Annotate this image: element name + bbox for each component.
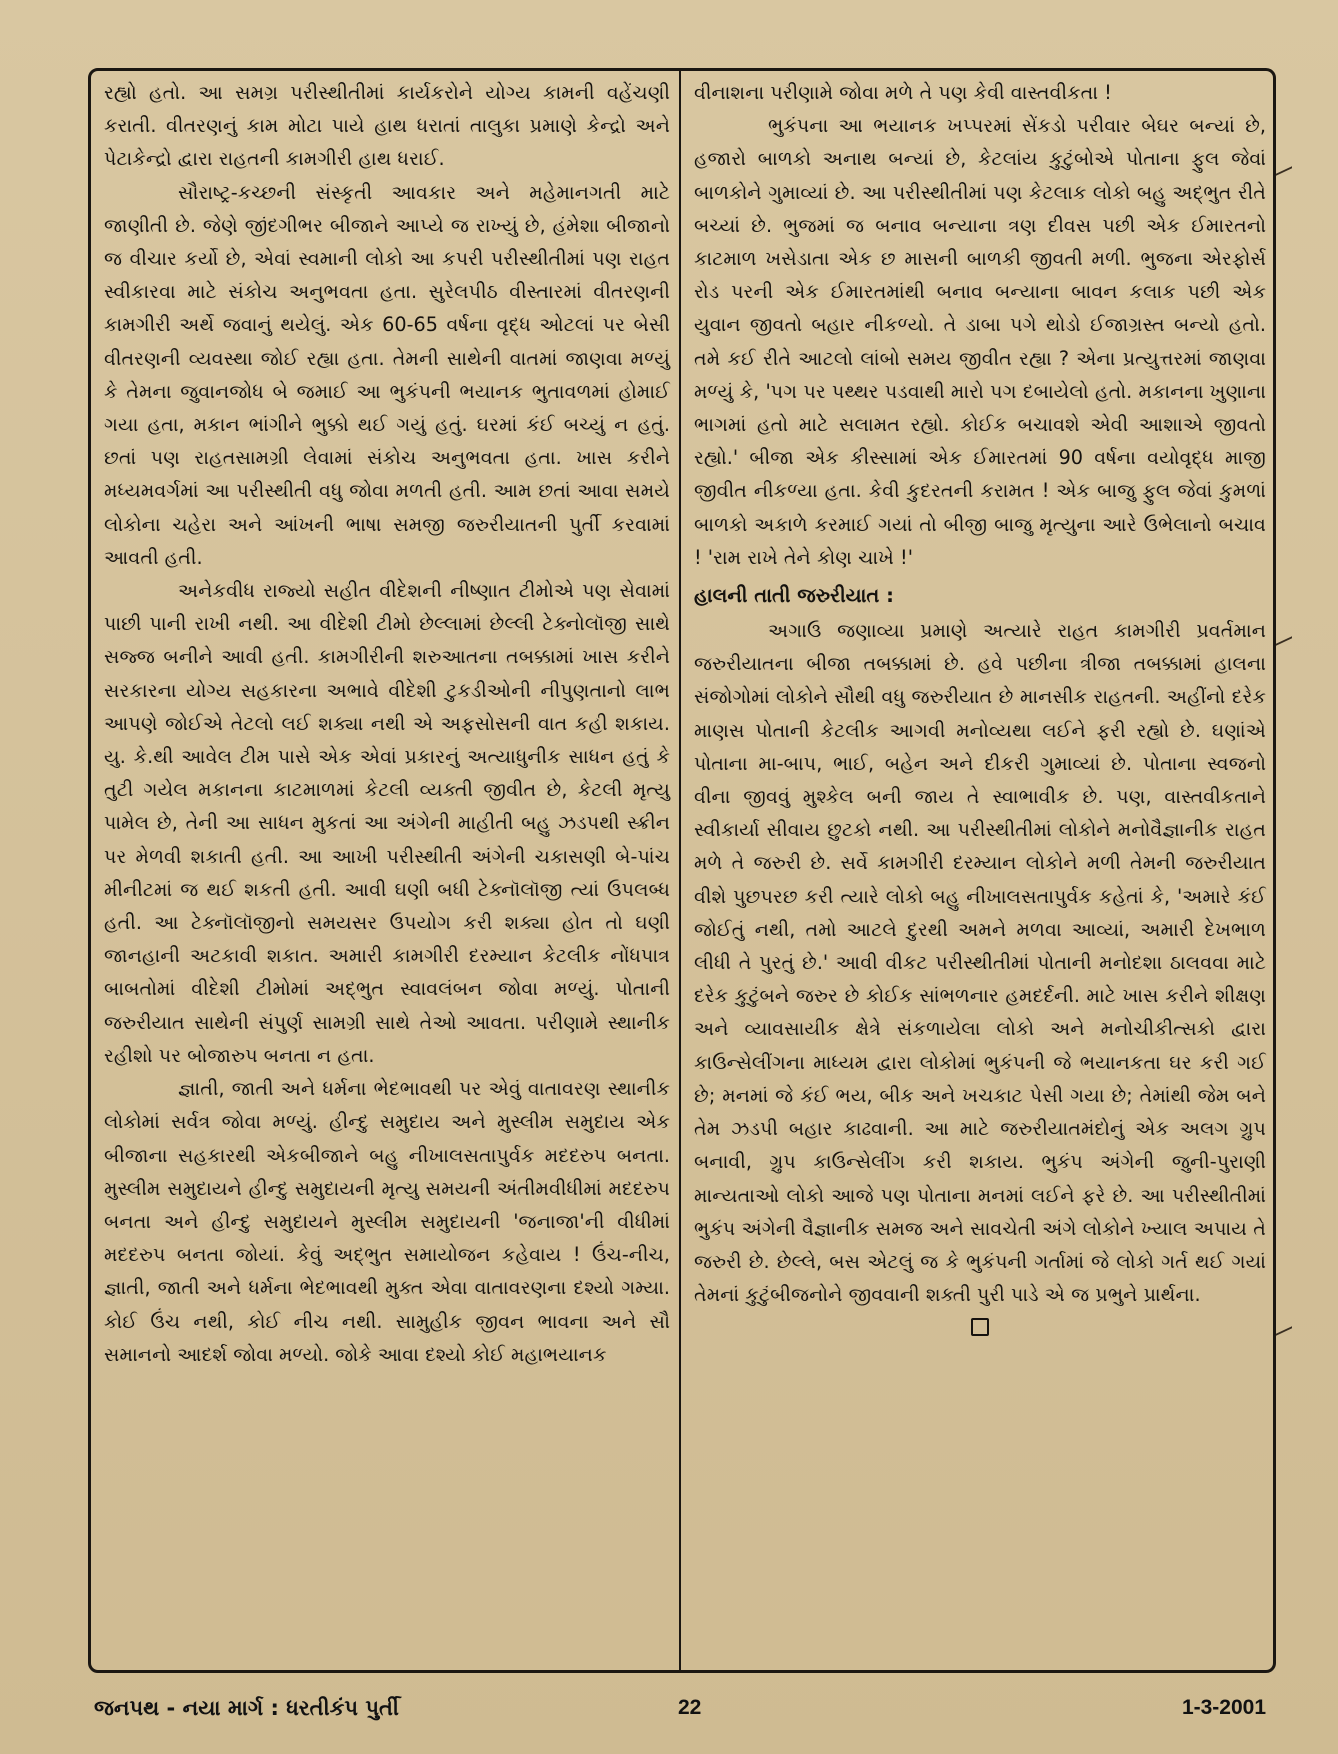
paragraph: અગાઉ જણાવ્યા પ્રમાણે અત્યારે રાહત કામગીરી પ્રવર્તમાન જરુરીયાતના બીજા તબક્કામાં છે. હવે પછીના ત્રીજા તબક્કામાં હાલના સંજોગોમાં લોકોને સૌથી વધુ જરુરીયાત છે માનસીક રાહતની. અહીંનો દરેક માણસ પોતાની કેટલીક આગવી મનોવ્યથા લઈને ફરી રહ્યો છે. ઘણાંએ પોતાના મા-બાપ, ભાઈ, બહેન અને દીકરી ગુમાવ્યાં છે. પોતાના સ્વજનો વીના જીવવું મુશ્કેલ બની જાય તે સ્વાભાવીક છે. પણ, વાસ્તવીકતાને સ્વીકાર્યા સીવાય છુટકો નથી. આ પરીસ્થીતીમાં લોકોને મનોવૈજ્ઞાનીક રાહત મળે તે જરુરી છે. સર્વે કામગીરી દરમ્યાન લોકોને મળી તેમની જરુરીયાત વીશે પુછપરછ કરી ત્યારે લોકો બહુ નીખાલસતાપુર્વક કહેતાં કે, 'અમારે કંઈ જોઈતું નથી, તમો આટલે દુરથી અમને મળવા આવ્યાં, અમારી દેખભાળ લીધી તે પુરતું છે.' આવી વીકટ પરીસ્થીતીમાં પોતાની મનોદશા ઠાલવવા માટે દરેક કુટુંબને જરુર છે કોઈક સાંભળનાર હમદર્દની. માટે ખાસ કરીને શીક્ષણ અને વ્યાવસાયીક ક્ષેત્રે સંકળાયેલા લોકો અને મનોચીકીત્સકો દ્વારા કાઉન્સેલીંગના માધ્યમ દ્વારા લોકોમાં ભુકંપની જે ભયાનકતા ઘર કરી ગઈ છે; મનમાં જે કંઈ ભય, બીક અને ખચકાટ પેસી ગયા છે; તેમાંથી જેમ બને તેમ ઝડપી બહાર કાઢવાની. આ માટે જરુરીયાતમંદોનું એક અલગ ગ્રુપ બનાવી, ગ્રુપ કાઉન્સેલીંગ કરી શકાય. ભુકંપ અંગેની જુની-પુરાણી માન્યતાઓ લોકો આજે પણ પોતાના મનમાં લઈને ફરે છે. આ પરીસ્થીતીમાં ભુકંપ અંગેની વૈજ્ઞાનીક સમજ અને સાવચેતી અંગે લોકોને ખ્યાલ અપાય તે જરુરી છે. છેલ્લે, બસ એટલું જ કે ભુકંપની ગર્તામાં જે લોકો ગર્ત થઈ ગયાં તેમનાં કુટુંબીજનોને જીવવાની શક્તી પુરી પાડે એ જ પ્રભુને પ્રાર્થના. <box>694 619 1266 1307</box>
column-divider <box>679 68 681 1673</box>
left-column <box>104 76 670 1371</box>
section-heading: હાલની તાતી જરુરીયાત : <box>694 584 894 608</box>
paragraph: અનેકવીધ રાજ્યો સહીત વીદેશની નીષ્ણાત ટીમોએ પણ સેવામાં પાછી પાની રાખી નથી. આ વીદેશી ટીમો છેલ્લામાં છેલ્લી ટેક્નોલૉજી સાથે સજ્જ બનીને આવી હતી. કામગીરીની શરુઆતના તબક્કામાં ખાસ કરીને સરકારના યોગ્ય સહકારના અભાવે વીદેશી ટુકડીઓની નીપુણતાનો લાભ આપણે જોઈએ તેટલો લઈ શક્યા નથી એ અફસોસની વાત કહી શકાય. યુ. કે.થી આવેલ ટીમ પાસે એક એવાં પ્રકારનું અત્યાધુનીક સાધન હતું કે તુટી ગયેલ મકાનના કાટમાળમાં કેટલી વ્યક્તી જીવીત છે, કેટલી મૃત્યુ પામેલ છે, તેની આ સાધન મુકતાં આ અંગેની માહીતી બહુ ઝડપથી સ્ક્રીન પર મેળવી શકાતી હતી. આ આખી પરીસ્થીતી અંગેની ચકાસણી બે-પાંચ મીનીટમાં જ થઈ શકતી હતી. આવી ઘણી બધી ટેક્નૉલૉજી ત્યાં ઉપલબ્ધ હતી. આ ટેક્નૉલૉજીનો સમયસર ઉપયોગ કરી શક્યા હોત તો ઘણી જાનહાની અટકાવી શકાત. અમારી કામગીરી દરમ્યાન કેટલીક નોંધપાત્ર બાબતોમાં વીદેશી ટીમોમાં અદ્ભુત સ્વાવલંબન જોવા મળ્યું. પોતાની જરુરીયાત સાથેની સંપુર્ણ સામગ્રી સાથે તેઓ આવતા. પરીણામે સ્થાનીક રહીશો પર બોજારુપ બનતા ન હતા. <box>104 579 670 1067</box>
publication-name: જનપથ - નયા માર્ગ : ધરતીકંપ પુર્તી <box>94 1696 399 1720</box>
binding-mark <box>1276 636 1292 657</box>
paragraph: સૌરાષ્ટ્ર-કચ્છની સંસ્કૃતી આવકાર અને મહેમાનગતી માટે જાણીતી છે. જેણે જીંદગીભર બીજાને આપ્યે જ રાખ્યું છે, હંમેશા બીજાનો જ વીચાર કર્યો છે, એવાં સ્વમાની લોકો આ કપરી પરીસ્થીતીમાં પણ રાહત સ્વીકારવા માટે સંકોચ અનુભવતા હતા. સુરેલપીઠ વીસ્તારમાં વીતરણની કામગીરી અર્થે જવાનું થયેલું. એક 60-65 વર્ષના વૃદ્ધ ઓટલાં પર બેસી વીતરણની વ્યવસ્થા જોઈ રહ્યા હતા. તેમની સાથેની વાતમાં જાણવા મળ્યું કે તેમના જુવાનજોધ બે જમાઈ આ ભુકંપની ભયાનક ભુતાવળમાં હોમાઈ ગયા હતા, મકાન ભાંગીને ભુક્કો થઈ ગયું હતું. ઘરમાં કંઈ બચ્યું ન હતું. છતાં પણ રાહતસામગ્રી લેવામાં સંકોચ અનુભવતા હતા. ખાસ કરીને મધ્યમવર્ગમાં આ પરીસ્થીતી વધુ જોવા મળતી હતી. આમ છતાં આવા સમયે લોકોના ચહેરા અને આંખની ભાષા સમજી જરુરીયાતની પુર્તી કરવામાં આવતી હતી. <box>104 180 670 569</box>
paragraph: રહ્યો હતો. આ સમગ્ર પરીસ્થીતીમાં કાર્યકરોને યોગ્ય કામની વહેંચણી કરાતી. વીતરણનું કામ મોટા પાયે હાથ ધરાતાં તાલુકા પ્રમાણે કેન્દ્રો અને પેટાકેન્દ્રો દ્વારા રાહતની કામગીરી હાથ ધરાઈ. <box>104 81 670 171</box>
issue-date: 1-3-2001 <box>1181 1696 1266 1719</box>
page-footer <box>88 1690 1276 1730</box>
end-of-article-mark <box>694 1313 1266 1346</box>
paragraph: વીનાશના પરીણામે જોવા મળે તે પણ કેવી વાસ્તવીકતા ! <box>694 81 1112 104</box>
paragraph: જ્ઞાતી, જાતી અને ધર્મના ભેદભાવથી પર એવું વાતાવરણ સ્થાનીક લોકોમાં સર્વત્ર જોવા મળ્યું. હીન્દુ સમુદાય અને મુસ્લીમ સમુદાય એક બીજાના સહકારથી એકબીજાને બહુ નીખાલસતાપુર્વક મદદરુપ બનતા. મુસ્લીમ સમુદાયને હીન્દુ સમુદાયની મૃત્યુ સમયની અંતીમવીધીમાં મદદરુપ બનતા અને હીન્દુ સમુદાયને મુસ્લીમ સમુદાયની 'જનાજા'ની વીધીમાં મદદરુપ બનતા જોયાં. કેવું અદ્ભુત સમાયોજન કહેવાય ! ઉંચ-નીચ, જ્ઞાતી, જાતી અને ધર્મના ભેદભાવથી મુક્ત એવા વાતાવરણના દશ્યો ગમ્યા. કોઈ ઉંચ નથી, કોઈ નીચ નથી. સામુહીક જીવન ભાવના અને સૌ સમાનનો આદર્શ જોવા મળ્યો. જોકે આવા દશ્યો કોઈ મહાભયાનક <box>104 1077 670 1366</box>
paragraph: ભુકંપના આ ભયાનક ખપ્પરમાં સેંકડો પરીવાર બેઘર બન્યાં છે, હજારો બાળકો અનાથ બન્યાં છે, કેટલાંય કુટુંબોએ પોતાના ફુલ જેવાં બાળકોને ગુમાવ્યાં છે. આ પરીસ્થીતીમાં પણ કેટલાક લોકો બહુ અદ્ભુત રીતે બચ્યાં છે. ભુજમાં જ બનાવ બન્યાના ત્રણ દીવસ પછી એક ઈમારતનો કાટમાળ ખસેડાતા એક છ માસની બાળકી જીવતી મળી. ભુજના એરફોર્સ રોડ પરની એક ઈમારતમાંથી બનાવ બન્યાના બાવન કલાક પછી એક યુવાન જીવતો બહાર નીકળ્યો. તે ડાબા પગે થોડો ઈજાગ્રસ્ત બન્યો હતો. તમે કઈ રીતે આટલો લાંબો સમય જીવીત રહ્યા ? એના પ્રત્યુત્તરમાં જાણવા મળ્યું કે, 'પગ પર પથ્થર પડવાથી મારો પગ દબાયેલો હતો. મકાનના ખુણાના ભાગમાં હતો માટે સલામત રહ્યો. કોઈક બચાવશે એવી આશાએ જીવતો રહ્યો.' બીજા એક કીસ્સામાં એક ઈમારતમાં 90 વર્ષના વયોવૃદ્ધ માજી જીવીત નીકળ્યા હતા. કેવી કુદરતની કરામત ! એક બાજુ ફુલ જેવાં કુમળાં બાળકો અકાળે કરમાઈ ગયાં તો બીજી બાજુ મૃત્યુના આરે ઉભેલાનો બચાવ ! 'રામ રાખે તેને કોણ ચાખે !' <box>694 114 1266 569</box>
right-column <box>694 76 1266 1347</box>
page-number: 22 <box>678 1696 702 1719</box>
binding-mark <box>1276 1326 1292 1347</box>
square-icon <box>971 1318 989 1336</box>
binding-mark <box>1276 166 1292 187</box>
